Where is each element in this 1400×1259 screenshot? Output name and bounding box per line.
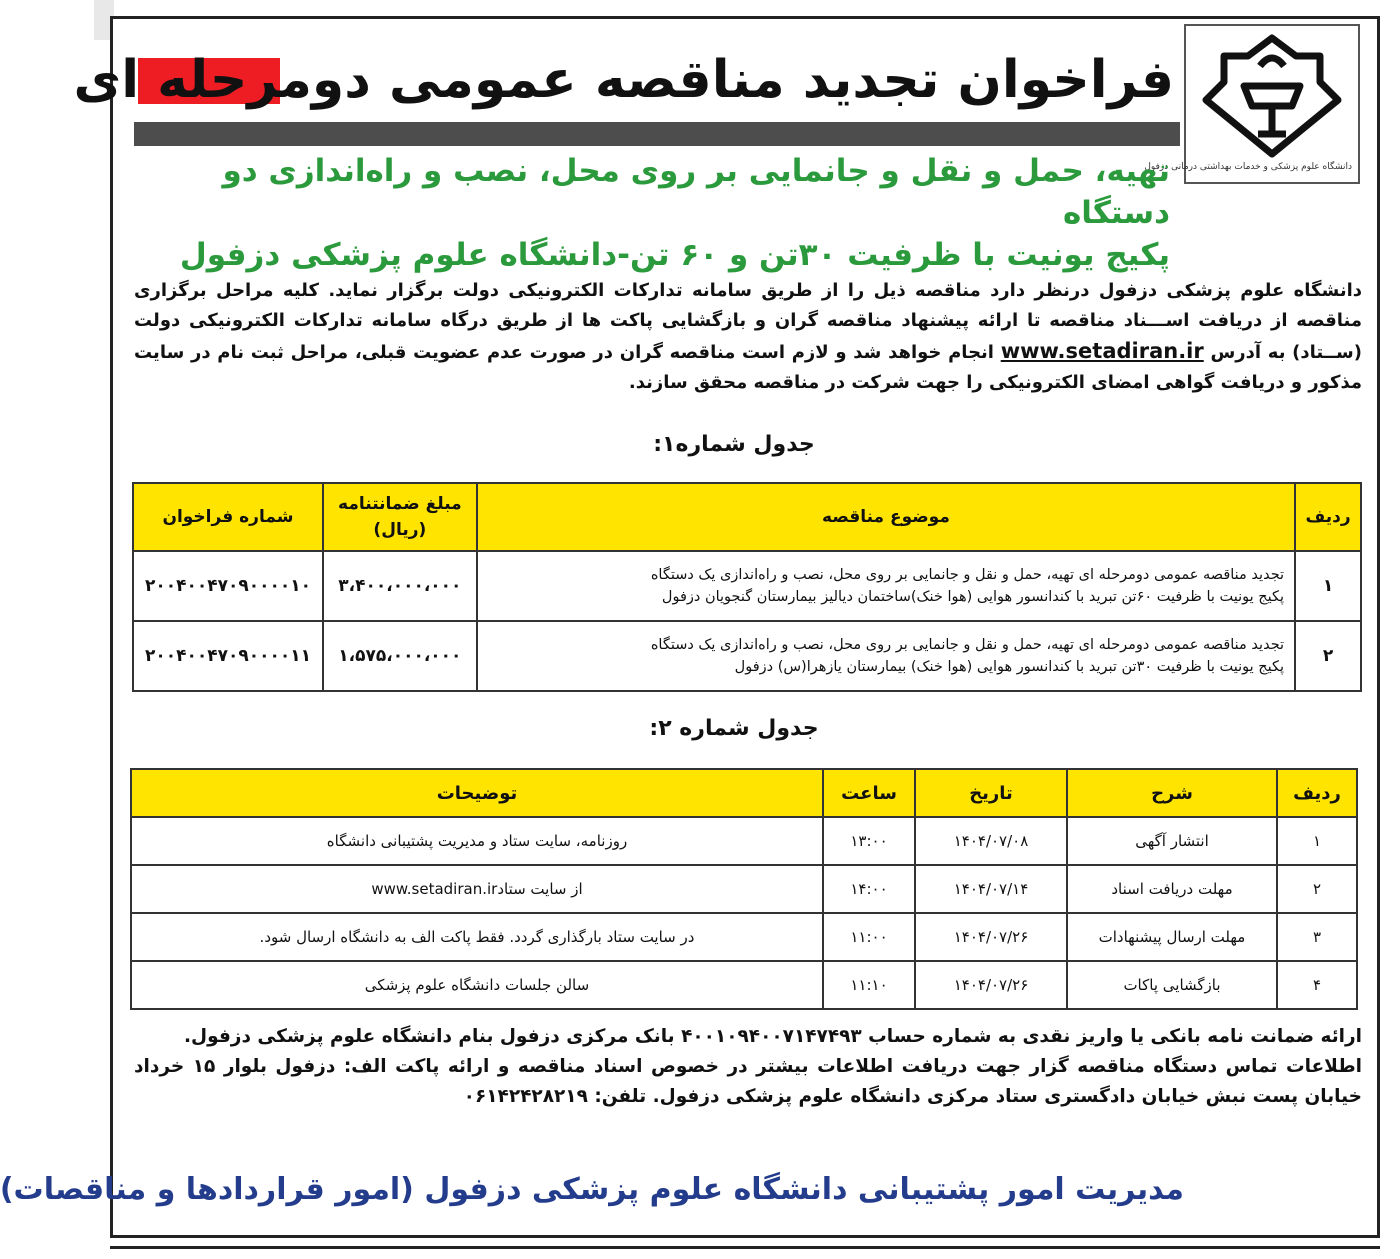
footer-notes (134, 1022, 1362, 1112)
row-number: ۳ (1277, 913, 1357, 961)
schedule-desc: بازگشایی پاکات (1067, 961, 1277, 1009)
col-header-desc: شرح (1067, 769, 1277, 817)
row-number: ۴ (1277, 961, 1357, 1009)
tender-subject (477, 621, 1295, 691)
col-header-call-no: شماره فراخوان (133, 483, 323, 551)
row-number: ۱ (1295, 551, 1361, 621)
call-number: ۲۰۰۴۰۰۴۷۰۹۰۰۰۰۱۱ (133, 621, 323, 691)
schedule-notes: در سایت ستاد بارگذاری گردد. فقط پاکت الف به دانشگاه ارسال شود. (131, 913, 823, 961)
guarantee-amount: ۳،۴۰۰،۰۰۰،۰۰۰ (323, 551, 477, 621)
intro-paragraph (134, 276, 1362, 398)
intro-text-1: دانشگاه علوم پزشکی دزفول درنظر دارد مناقصه ذیل را از طریق سامانه تدارکات الکترونیکی دولت برگزار نماید. کلیه مراحل برگزاری مناقصه از دریافت اســـناد مناقصه تا ارائه پیشنهاد مناقصه گران و بازگشایی پاکت ها از طریق درگاه سامانه تدارکات الکترونیکی دولت (ســتاد) به آدرس (134, 280, 1362, 363)
schedule-time: ۱۱:۰۰ (823, 913, 915, 961)
schedule-desc: مهلت دریافت اسناد (1067, 865, 1277, 913)
schedule-time: ۱۴:۰۰ (823, 865, 915, 913)
table2-caption: جدول شماره ۲: (649, 716, 819, 741)
col-header-row: ردیف (1277, 769, 1357, 817)
table-row (131, 865, 1357, 913)
subtitle (134, 150, 1170, 276)
signature: مدیریت امور پشتیبانی دانشگاه علوم پزشکی دزفول (امور قراردادها و مناقصات) (0, 1172, 1184, 1207)
col-header-notes: توضیحات (131, 769, 823, 817)
university-logo (1144, 24, 1360, 184)
guarantee-note: ارائه ضمانت نامه بانکی یا واریز نقدی به شماره حساب ۴۰۰۱۰۹۴۰۰۷۱۴۷۴۹۳ بانک مرکزی دزفول بنام دانشگاه علوم پزشکی دزفول. (184, 1026, 1362, 1047)
table-row (133, 551, 1361, 621)
col-header-time: ساعت (823, 769, 915, 817)
schedule-time: ۱۱:۱۰ (823, 961, 915, 1009)
logo-emblem-icon (1200, 30, 1344, 160)
call-number: ۲۰۰۴۰۰۴۷۰۹۰۰۰۰۱۰ (133, 551, 323, 621)
page-title: فراخوان تجدید مناقصه عمومی دومرحله ای (73, 50, 1174, 110)
schedule-date: ۱۴۰۴/۰۷/۱۴ (915, 865, 1067, 913)
schedule-desc: انتشار آگهی (1067, 817, 1277, 865)
title-underline-bar (134, 122, 1180, 146)
table1-caption: جدول شماره۱: (653, 432, 815, 457)
schedule-time: ۱۳:۰۰ (823, 817, 915, 865)
table-header-row (131, 769, 1357, 817)
subject-line: تجدید مناقصه عمومی دومرحله ای تهیه، حمل و نقل و جانمایی بر روی محل، نصب و راه‌اندازی یک دستگاه (650, 637, 1285, 653)
setadiran-link[interactable]: www.setadiran.ir (1000, 339, 1204, 363)
subtitle-line-1: تهیه، حمل و نقل و جانمایی بر روی محل، نصب و راه‌اندازی دو دستگاه (222, 153, 1170, 231)
bottom-divider (110, 1246, 1380, 1249)
schedule-notes: روزنامه، سایت ستاد و مدیریت پشتیبانی دانشگاه (131, 817, 823, 865)
row-number: ۱ (1277, 817, 1357, 865)
tender-subject (477, 551, 1295, 621)
guarantee-amount: ۱،۵۷۵،۰۰۰،۰۰۰ (323, 621, 477, 691)
table-row (131, 913, 1357, 961)
row-number: ۲ (1295, 621, 1361, 691)
col-header-row: ردیف (1295, 483, 1361, 551)
subject-line: پکیج یونیت با ظرفیت ۶۰تن تبرید با کندانسور هوایی (هوا خنک)ساختمان دیالیز بیمارستان گنجویان دزفول (661, 589, 1285, 605)
table-row (131, 961, 1357, 1009)
subtitle-line-2: پکیج یونیت با ظرفیت ۳۰تن و ۶۰ تن-دانشگاه علوم پزشکی دزفول (179, 237, 1170, 273)
col-header-date: تاریخ (915, 769, 1067, 817)
col-header-guarantee: مبلغ ضمانتنامه (ریال) (323, 483, 477, 551)
contact-note: اطلاعات تماس دستگاه مناقصه گزار جهت دریافت اطلاعات بیشتر در خصوص اسناد مناقصه و ارائه پاکت الف: دزفول بلوار ۱۵ خرداد خیابان پست نبش خیابان دادگستری ستاد مرکزی دانشگاه علوم پزشکی دزفول. تلفن: ۰۶۱۴۲۴۲۸۲۱۹ (134, 1056, 1362, 1107)
subject-line: پکیج یونیت با ظرفیت ۳۰تن تبرید با کندانسور هوایی (هوا خنک) بیمارستان یازهرا(س) دزفول (734, 659, 1285, 675)
intro-text-2: انجام خواهد شد و لازم است مناقصه گران در صورت عدم عضویت قبلی، مراحل ثبت نام در سایت مذکور و دریافت گواهی امضای الکترونیکی را جهت شرکت در مناقصه محقق سازند. (134, 342, 1362, 393)
schedule-date: ۱۴۰۴/۰۷/۲۶ (915, 961, 1067, 1009)
col-header-subject: موضوع مناقصه (477, 483, 1295, 551)
tender-table (132, 482, 1362, 692)
schedule-desc: مهلت ارسال پیشنهادات (1067, 913, 1277, 961)
table-header-row (133, 483, 1361, 551)
schedule-date: ۱۴۰۴/۰۷/۰۸ (915, 817, 1067, 865)
logo-caption: دانشگاه علوم پزشکی و خدمات بهداشتی درمانی دزفول (1144, 162, 1352, 172)
schedule-notes: سالن جلسات دانشگاه علوم پزشکی (131, 961, 823, 1009)
schedule-table (130, 768, 1358, 1010)
table-row (133, 621, 1361, 691)
schedule-notes: از سایت ستادwww.setadiran.ir (131, 865, 823, 913)
schedule-date: ۱۴۰۴/۰۷/۲۶ (915, 913, 1067, 961)
row-number: ۲ (1277, 865, 1357, 913)
table-row (131, 817, 1357, 865)
subject-line: تجدید مناقصه عمومی دومرحله ای تهیه، حمل و نقل و جانمایی بر روی محل، نصب و راه‌اندازی یک دستگاه (650, 567, 1285, 583)
